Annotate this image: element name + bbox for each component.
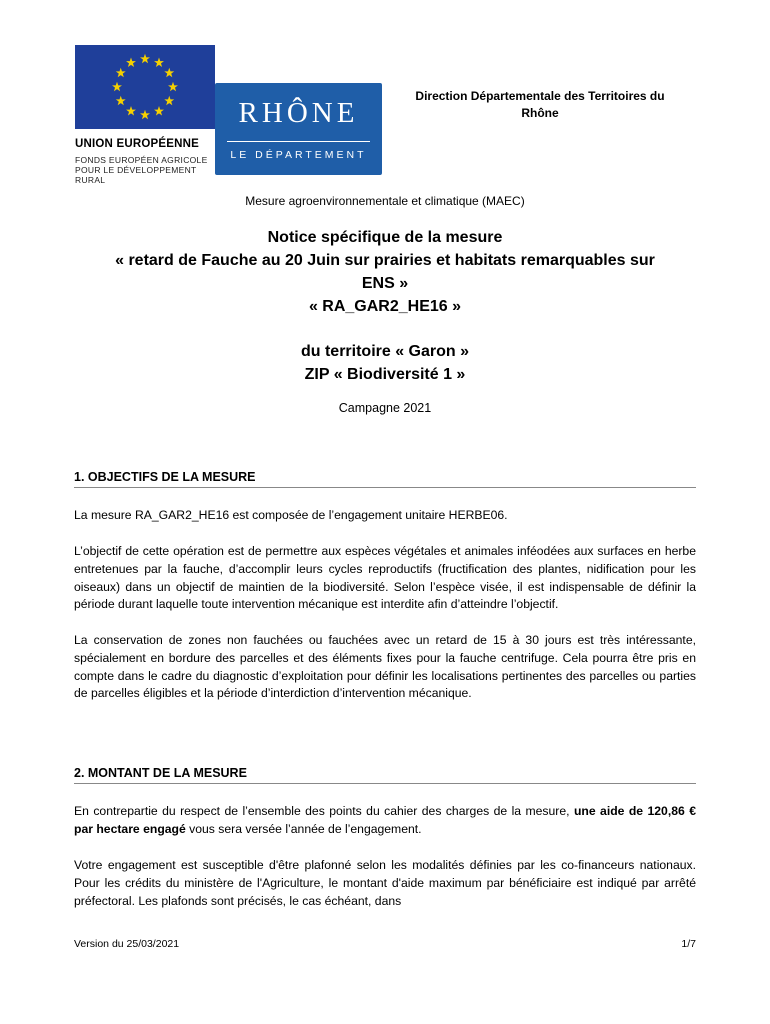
- section1-paragraph2: L’objectif de cette opération est de permettre aux espèces végétales et animales inféodées aux surfaces en herbe entretenues par la fauche, d’accomplir leurs cycles reproductifs (fructification des plantes, nidification pour les oiseaux) dans un objectif de maintien de la biodiversité. Selon l’espèce visée, il est indispensable de définir la période durant laquelle toute intervention mécanique est interdite afin d’atteindre l’objectif.: [74, 544, 696, 612]
- eu-star-icon: [164, 68, 174, 77]
- eu-subtitle: [75, 155, 215, 185]
- eu-logo: [75, 45, 215, 185]
- section2-paragraph2: Votre engagement est susceptible d'être plafonné selon les modalités définies par les co-financeurs nationaux. Pour les crédits du ministère de l'Agriculture, le montant d'aide maximum par bénéficiaire est indiqué par arrêté préfectoral. Les plafonds sont précisés, le cas échéant, dans: [74, 858, 696, 908]
- issuer-line1: Direction Départementale des Territoires du: [415, 89, 665, 103]
- section1-heading: 1. OBJECTIFS DE LA MESURE: [74, 470, 696, 488]
- rhone-logo-dept: LE DÉPARTEMENT: [230, 149, 367, 161]
- section2-p1-end: vous sera versée l’année de l’engagement.: [185, 821, 422, 836]
- eu-star-icon: [164, 96, 174, 105]
- section2-heading: 2. MONTANT DE LA MESURE: [74, 766, 696, 784]
- eu-title: UNION EUROPÉENNE: [75, 138, 199, 150]
- eu-star-icon: [126, 58, 136, 67]
- aid-amount: une aide de 120,86 € par hectare engagé: [74, 804, 696, 836]
- title-line4: « RA_GAR2_HE16 »: [308, 298, 462, 315]
- maec-label: Mesure agroenvironnementale et climatique (MAEC): [245, 194, 525, 208]
- eu-subtitle-line1: FONDS EUROPÉEN AGRICOLE: [75, 155, 208, 165]
- eu-star-icon: [154, 58, 164, 67]
- title-line3: ENS »: [361, 275, 409, 292]
- campaign: Campagne 2021: [338, 401, 432, 415]
- eu-flag-icon: [75, 45, 215, 129]
- document-title: [60, 226, 710, 386]
- issuer-line2: Rhône: [521, 106, 559, 120]
- rhone-logo: [215, 83, 382, 175]
- section2-p1-start: En contrepartie du respect de l’ensemble des points du cahier des charges de la mesure,: [74, 804, 574, 818]
- rhone-logo-name: RHÔNE: [238, 97, 359, 129]
- section1-paragraph1: La mesure RA_GAR2_HE16 est composée de l’engagement unitaire HERBE06.: [74, 508, 508, 522]
- eu-star-icon: [116, 96, 126, 105]
- footer-version: Version du 25/03/2021: [74, 938, 180, 950]
- eu-star-icon: [168, 82, 178, 91]
- section1-paragraph3: La conservation de zones non fauchées ou fauchées avec un retard de 15 à 30 jours est très intéressante, spécialement en bordure des parcelles et des éléments fixes pour la fauche centrifuge. Cela pourra être pris en compte dans le cadre du diagnostic d’exploitation pour définir les localisations pertinentes des parcelles ou parties de parcelles éligibles et la période d’interdiction d’intervention mécanique.: [74, 633, 696, 701]
- rhone-logo-divider: [227, 141, 370, 142]
- title-line2: « retard de Fauche au 20 Juin sur prairies et habitats remarquables sur: [115, 252, 655, 269]
- eu-star-icon: [126, 106, 136, 115]
- eu-subtitle-line2: POUR LE DÉVELOPPEMENT RURAL: [75, 165, 197, 185]
- issuer-header: [395, 88, 685, 122]
- eu-star-icon: [140, 54, 150, 63]
- title-line6: ZIP « Biodiversité 1 »: [304, 366, 466, 383]
- title-line1: Notice spécifique de la mesure: [267, 229, 503, 246]
- eu-star-icon: [154, 106, 164, 115]
- eu-star-icon: [140, 110, 150, 119]
- section2-paragraph1: [74, 803, 696, 839]
- footer-page-number: 1/7: [681, 938, 696, 950]
- eu-star-icon: [116, 68, 126, 77]
- title-line5: du territoire « Garon »: [300, 343, 470, 360]
- eu-star-icon: [112, 82, 122, 91]
